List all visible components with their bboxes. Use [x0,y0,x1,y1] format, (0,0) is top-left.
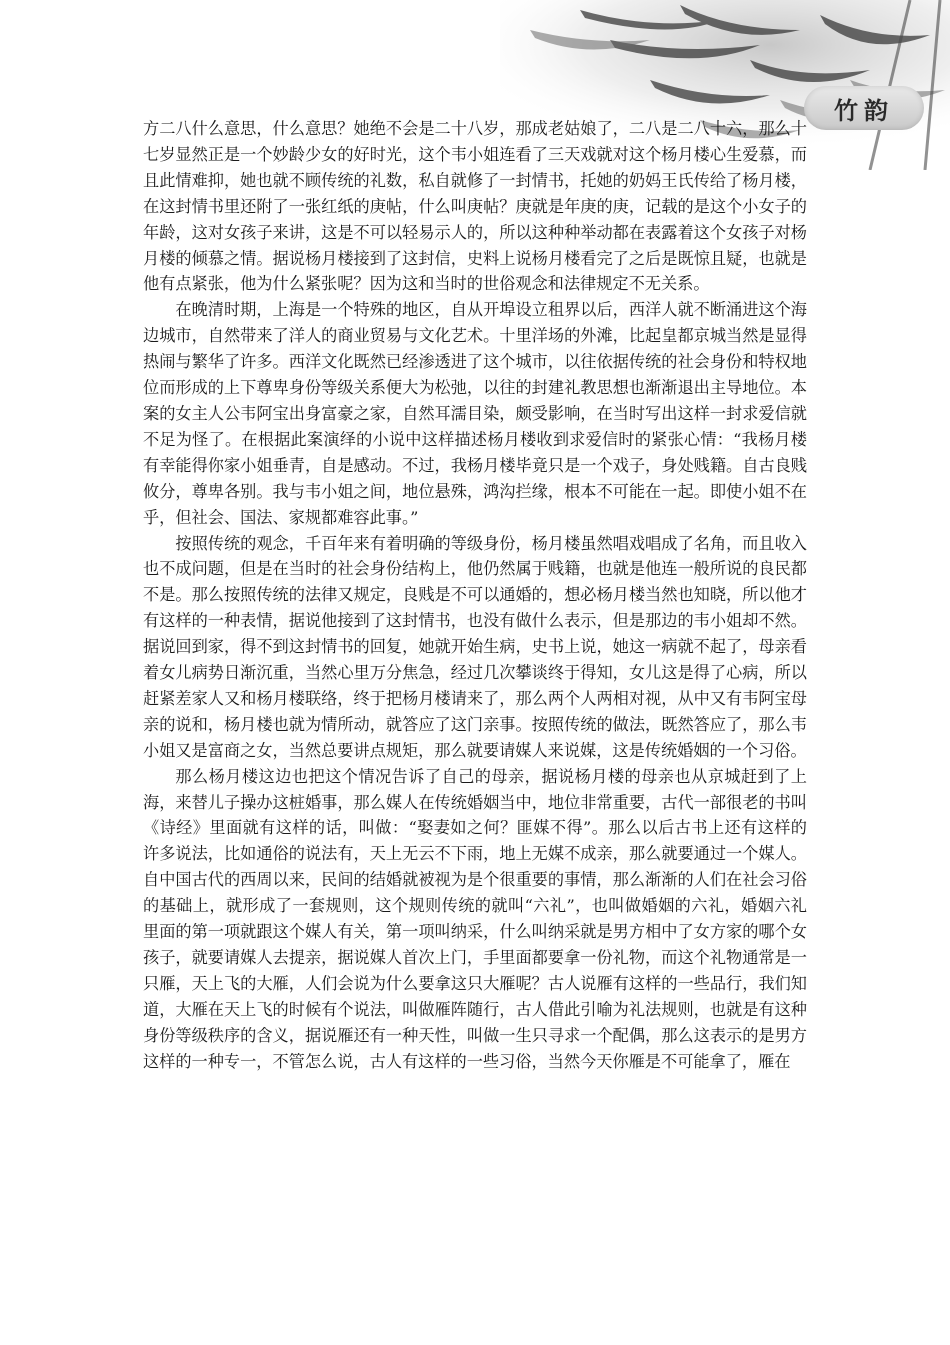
paragraph-4: 那么杨月楼这边也把这个情况告诉了自己的母亲，据说杨月楼的母亲也从京城赶到了上海，来替儿子操办这桩婚事，那么媒人在传统婚姻当中，地位非常重要，古代一部很老的书叫《诗经》里面就有这样的话，叫做：“娶妻如之何？匪媒不得”。那么以后古书上还有这样的许多说法，比如通俗的说法有，天上无云不下雨，地上无媒不成亲，那么就要通过一个媒人。自中国古代的西周以来，民间的结婚就被视为是个很重要的事情，那么渐渐的人们在社会习俗的基础上，就形成了一套规则，这个规则传统的就叫“六礼”，也叫做婚姻的六礼，婚姻六礼里面的第一项就跟这个媒人有关，第一项叫纳采，什么叫纳采就是男方相中了女方家的哪个女孩子，就要请媒人去提亲，据说媒人首次上门，手里面都要拿一份礼物，而这个礼物通常是一只雁，天上飞的大雁，人们会说为什么要拿这只大雁呢？古人说雁有这样的一些品行，我们知道，大雁在天上飞的时候有个说法，叫做雁阵随行，古人借此引喻为礼法规则，也就是有这种身份等级秩序的含义，据说雁还有一种天性，叫做一生只寻求一个配偶，那么这表示的是男方这样的一种专一，不管怎么说，古人有这样的一些习俗，当然今天你雁是不可能拿了，雁在 [143,766,807,1071]
brand-title: 竹韵 [834,95,894,125]
paragraph-2: 在晚清时期，上海是一个特殊的地区，自从开埠设立租界以后，西洋人就不断涌进这个海边城市，自然带来了洋人的商业贸易与文化艺术。十里洋场的外滩，比起皇都京城当然是显得热闹与繁华了许多。西洋文化既然已经渗透进了这个城市，以往依据传统的社会身份和特权地位而形成的上下尊卑身份等级关系便大为松弛，以往的封建礼教思想也渐渐退出主导地位。本案的女主人公韦阿宝出身富豪之家，自然耳濡目染，颇受影响，在当时写出这样一封求爱信就不足为怪了。在根据此案演绎的小说中这样描述杨月楼收到求爱信时的紧张心情：“我杨月楼有幸能得你家小姐垂青，自是感动。不过，我杨月楼毕竟只是一个戏子，身处贱籍。自古良贱攸分，尊卑各别。我与韦小姐之间，地位悬殊，鸿沟拦缘，根本不可能在一起。即使小姐不在乎，但社会、国法、家规都难容此事。” [143,300,807,527]
paragraph-3: 按照传统的观念，千百年来有着明确的等级身份，杨月楼虽然唱戏唱成了名角，而且收入也不成问题，但是在当时的社会身份结构上，他仍然属于贱籍，也就是他连一般所说的良民都不是。那么按照传统的法律又规定，良贱是不可以通婚的，想必杨月楼当然也知晓，所以他才有这样的一种表情，据说他接到了这封情书，也没有做什么表示，但是那边的韦小姐却不然。据说回到家，得不到这封情书的回复，她就开始生病，史书上说，她这一病就不起了，母亲看着女儿病势日渐沉重，当然心里万分焦急，经过几次攀谈终于得知，女儿这是得了心病，所以赶紧差家人又和杨月楼联络，终于把杨月楼请来了，那么两个人两相对视，从中又有韦阿宝母亲的说和，杨月楼也就为情所动，就答应了这门亲事。按照传统的做法，既然答应了，那么韦小姐又是富商之女，当然总要讲点规矩，那么就要请媒人来说媒，这是传统婚姻的一个习俗。 [143,533,807,760]
brand-badge [804,86,924,130]
paragraph-1: 方二八什么意思，什么意思？她绝不会是二十八岁，那成老姑娘了，二八是二八十六，那么十七岁显然正是一个妙龄少女的好时光，这个韦小姐连看了三天戏就对这个杨月楼心生爱慕，而且此情难抑，她也就不顾传统的礼数，私自就修了一封情书，托她的奶妈王氏传给了杨月楼，在这封情书里还附了一张红纸的庚帖，什么叫庚帖？庚就是年庚的庚，记载的是这个小女子的年龄，这对女孩子来讲，这是不可以轻易示人的，所以这种种举动都在表露着这个女孩子对杨月楼的倾慕之情。据说杨月楼接到了这封信，史料上说杨月楼看完了之后是既惊且疑，也就是他有点紧张，他为什么紧张呢？因为这和当时的世俗观念和法律规定不无关系。 [143,119,807,294]
article-body [143,116,807,1075]
